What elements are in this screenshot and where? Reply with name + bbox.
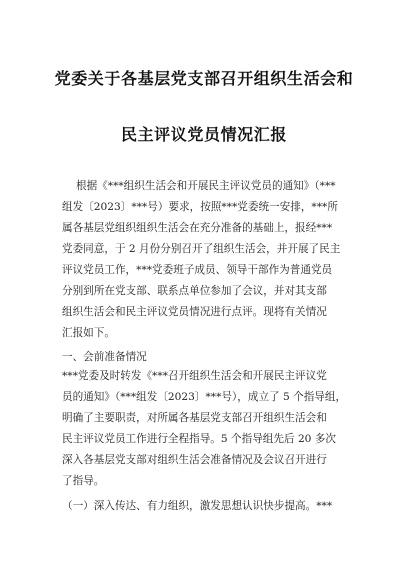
- text-line: 党委同意，于 2 月份分别召开了组织生活会，并开展了民主: [62, 243, 341, 255]
- text-line: 汇报如下。: [62, 327, 115, 339]
- document-title-line-1: 党委关于各基层党支部召开组织生活会和: [54, 69, 354, 88]
- text-line: 员的通知》（***组发〔2023〕***号），成立了 5 个指导组，: [62, 391, 347, 403]
- text-line: 了指导。: [62, 475, 105, 487]
- text-line: 根据《***组织生活会和开展民主评议党员的通知》（***: [76, 180, 336, 192]
- paragraph-subsection: [62, 496, 354, 517]
- text-line: 分别到所在党支部、联系点单位参加了会议，并对其支部: [62, 285, 327, 297]
- document-title-line-2: 民主评议党员情况汇报: [120, 125, 287, 144]
- paragraph-preparation: [62, 366, 354, 492]
- text-line: 深入各基层党支部对组织生活会准备情况及会议召开进行: [62, 454, 327, 466]
- text-line: ***党委及时转发《***召开组织生活会和开展民主评议党: [62, 370, 327, 382]
- paragraph-intro: [62, 176, 354, 344]
- text-line: 组发〔2023〕***号）要求，按照***党委统一安排，***所: [62, 201, 338, 213]
- text-line: 属各基层党组织组织生活会在充分准备的基础上，报经***: [62, 222, 333, 234]
- text-line: 组织生活会和民主评议党员情况进行点评。现将有关情况: [62, 306, 327, 318]
- text-line: 评议党员工作，***党委班子成员、领导干部作为普通党员: [62, 264, 333, 276]
- section-heading: 一、会前准备情况: [62, 351, 147, 363]
- text-line: 民主评议党员工作进行全程指导。5 个指导组先后 20 多次: [62, 433, 336, 445]
- text-line: （一）深入传达、有力组织，激发思想认识快步提高。***: [62, 500, 333, 512]
- text-line: 明确了主要职责，对所属各基层党支部召开组织生活会和: [62, 412, 327, 424]
